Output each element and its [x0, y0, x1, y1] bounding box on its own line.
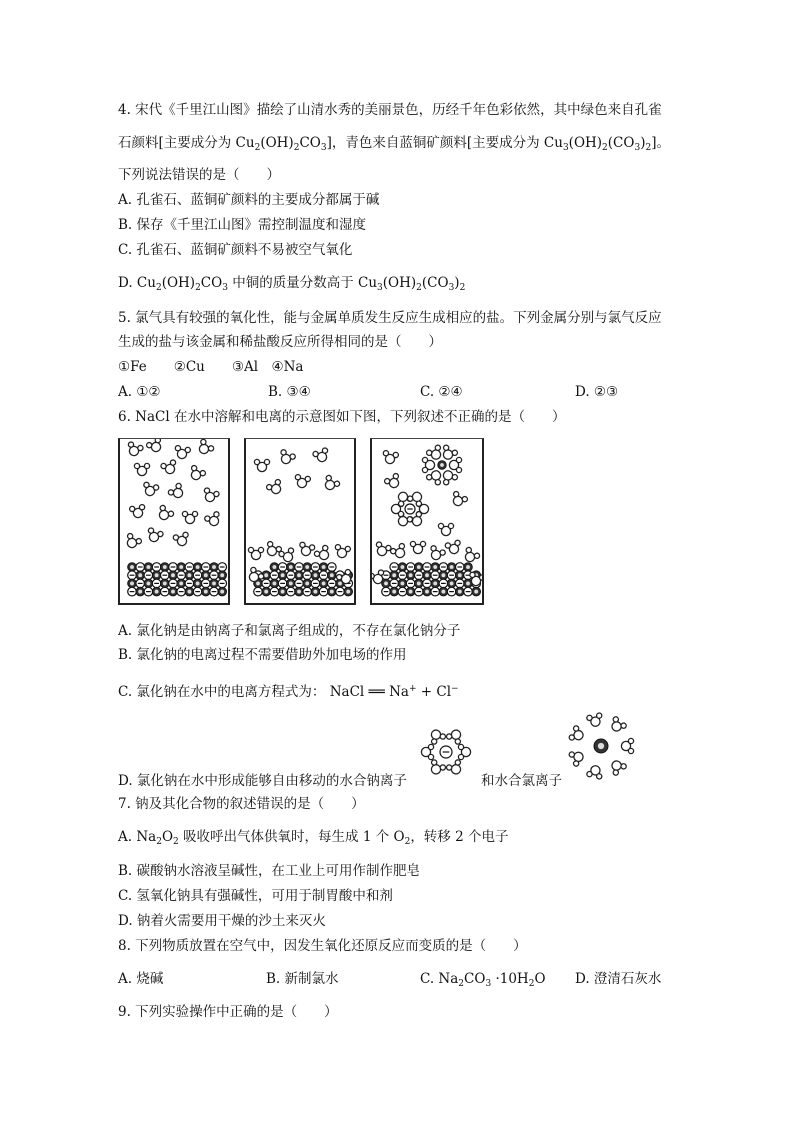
water-molecule	[201, 487, 219, 504]
sodium-ion-core	[163, 565, 167, 569]
water-molecule	[422, 457, 434, 472]
water-molecule	[266, 479, 285, 497]
sodium-ion-core	[289, 565, 293, 569]
water-molecule	[384, 473, 403, 491]
water-molecule	[129, 504, 146, 519]
sodium-ion-core	[322, 565, 326, 569]
q7-option-b: B. 碳酸钠水溶液呈碱性，在工业上可用作制作肥皂	[118, 863, 421, 879]
sodium-ion-core	[441, 590, 445, 594]
sodium-ion-core	[155, 590, 159, 594]
q8-stem: 8. 下列物质放置在空气中，因发生氧化还原反应而变质的是（ ）	[118, 938, 527, 954]
water-molecule	[254, 459, 269, 471]
sodium-ion-core	[179, 565, 183, 569]
water-molecule	[461, 546, 480, 565]
q4-option-a: A. 孔雀石、蓝铜矿颜料的主要成分都属于碱	[118, 192, 380, 208]
sodium-ion-core	[171, 573, 175, 577]
sodium-ion-core	[400, 565, 404, 569]
sodium-ion-core	[264, 573, 268, 577]
water-molecule	[426, 444, 445, 462]
q8-option-c: C. $Na_2CO_3 \cdot 10H_2O$	[420, 971, 546, 989]
sodium-ion-core	[212, 565, 216, 569]
water-molecule	[458, 744, 470, 759]
q5-line1: 5. 氯气具有较强的氧化性，能与金属单质发生反应生成相应的盐。下列金属分别与氯气反应	[118, 310, 662, 326]
water-molecule	[125, 441, 143, 458]
sodium-ion-core	[146, 581, 150, 585]
water-molecule	[297, 542, 315, 558]
sodium-ion-core	[130, 581, 134, 585]
sodium-ion-core	[179, 581, 183, 585]
q6-stem: 6. NaCl 在水中溶解和电离的示意图如下图，下列叙述不正确的是（ ）	[118, 409, 566, 425]
sodium-ion-core	[330, 590, 334, 594]
water-molecule	[321, 474, 340, 493]
q8-option-a: A. 烧碱	[118, 971, 164, 987]
sodium-ion-core	[264, 590, 268, 594]
q4-line1: 4. 宋代《千里江山图》描绘了山清水秀的美丽景色，历经千年色彩依然，其中绿色来自孔雀	[118, 102, 662, 118]
water-molecule	[382, 450, 399, 465]
sodium-ion-core	[163, 581, 167, 585]
sodium-ion-core	[138, 573, 142, 577]
sodium-ion-core	[187, 590, 191, 594]
water-molecule	[146, 439, 165, 455]
sodium-ion-core	[187, 573, 191, 577]
sodium-ion-core	[281, 573, 285, 577]
sodium-ion-core	[196, 581, 200, 585]
sodium-ion-core	[417, 565, 421, 569]
water-molecule	[277, 449, 296, 466]
sodium-ion-core	[130, 565, 134, 569]
q7-stem: 7. 钠及其化合物的叙述错误的是（ ）	[118, 796, 365, 812]
sodium-ion-core	[289, 581, 293, 585]
water-molecule	[608, 716, 627, 735]
water-molecule	[312, 447, 330, 464]
sodium-ion-core	[338, 581, 342, 585]
water-molecule	[294, 474, 311, 489]
water-molecule	[449, 457, 461, 472]
water-molecule	[390, 543, 409, 561]
sodium-ion-core	[425, 573, 429, 577]
water-molecule	[134, 463, 149, 475]
sodium-ion-core	[204, 590, 208, 594]
q6-option-d: D. 氯化钠在水中形成能够自由移动的水合钠离子	[118, 773, 407, 789]
sodium-ion-core	[466, 581, 470, 585]
water-molecule	[439, 468, 458, 486]
q5-option-c: C. ②④	[420, 384, 463, 400]
water-molecule	[141, 482, 159, 498]
water-molecule	[160, 459, 178, 476]
hydrated-sodium-ion-icon	[560, 710, 642, 782]
sodium-ion-core	[204, 573, 208, 577]
sodium-ion-core	[138, 590, 142, 594]
water-molecule	[174, 445, 191, 460]
sodium-ion-core	[305, 581, 309, 585]
sodium-ion-core	[392, 573, 396, 577]
water-molecule	[439, 444, 458, 462]
q7-option-c: C. 氢氧化钠具有强碱性，可用于制胃酸中和剂	[118, 888, 393, 904]
sodium-ion-core	[409, 590, 413, 594]
water-molecule	[373, 541, 391, 558]
water-molecule	[621, 738, 633, 753]
sodium-ion-core	[440, 463, 444, 467]
water-molecule	[173, 532, 191, 548]
q4-line2: 石颜料[主要成分为 $Cu_2(OH)_2CO_3$]，青色来自蓝铜矿颜料[主要成分为 $Cu_3(OH)_2(CO_3)_2$]。	[118, 135, 670, 153]
water-molecule	[313, 544, 332, 563]
sodium-ion-core	[272, 565, 276, 569]
hydrated-chloride-ion-icon	[414, 722, 478, 782]
sodium-ion-core	[305, 565, 309, 569]
water-molecule	[449, 491, 468, 509]
sodium-ion-core	[458, 573, 462, 577]
q4-option-b: B. 保存《千里江山图》需控制温度和湿度	[118, 217, 367, 233]
q4-option-c: C. 孔雀石、蓝铜矿颜料不易被空气氧化	[118, 242, 353, 258]
sodium-ion-core	[409, 573, 413, 577]
water-molecule	[195, 439, 214, 457]
water-molecule	[182, 511, 197, 523]
beaker-2	[244, 438, 356, 605]
beaker-3	[370, 438, 484, 605]
q9-stem: 9. 下列实验操作中正确的是（ ）	[118, 1004, 338, 1020]
sodium-ion-core	[466, 565, 470, 569]
water-molecule	[427, 759, 446, 777]
q6-option-b: B. 氯化钠的电离过程不需要借助外加电场的作用	[118, 647, 407, 663]
beaker-2-illustration	[246, 439, 354, 603]
sodium-ion-core	[441, 573, 445, 577]
water-molecule	[608, 757, 627, 776]
water-molecule	[187, 465, 206, 483]
sodium-ion-core	[297, 573, 301, 577]
beaker-1	[118, 438, 230, 605]
sodium-ion-core	[212, 581, 216, 585]
q6-option-c: C. 氯化钠在水中的电离方程式为： NaCl ══ Na+ + Cl−	[118, 684, 459, 700]
water-molecule	[334, 544, 351, 559]
sodium-ion-core	[256, 581, 260, 585]
water-molecule	[167, 482, 186, 501]
sodium-ion-core	[400, 581, 404, 585]
sodium-ion-core	[155, 573, 159, 577]
beaker-3-illustration	[372, 439, 482, 603]
q8-option-d: D. 澄清石灰水	[575, 971, 662, 987]
sodium-ion-core	[322, 581, 326, 585]
sodium-ion-core	[196, 565, 200, 569]
sodium-ion-core	[384, 581, 388, 585]
sodium-ion-core	[272, 581, 276, 585]
q8-option-b: B. 新制氯水	[266, 971, 339, 987]
sodium-ion-core	[392, 590, 396, 594]
sodium-ion-core	[313, 573, 317, 577]
water-molecule	[446, 759, 465, 777]
sodium-ion-core	[171, 590, 175, 594]
q6-option-a: A. 氯化钠是由钠离子和氯离子组成的，不存在氯化钠分子	[118, 623, 461, 639]
water-molecule	[427, 727, 446, 745]
water-molecule	[427, 545, 446, 562]
sodium-ion-core	[450, 581, 454, 585]
water-molecule	[421, 744, 433, 759]
water-molecule	[446, 727, 465, 745]
water-molecule	[123, 533, 142, 551]
sodium-ion-core	[474, 590, 478, 594]
sodium-ion-core	[425, 590, 429, 594]
water-molecule	[568, 748, 586, 767]
sodium-ion-core	[433, 581, 437, 585]
water-molecule	[155, 504, 174, 523]
water-molecule	[586, 764, 604, 779]
q5-line2: 生成的盐与该金属和稀盐酸反应所得相同的是（ ）	[118, 334, 442, 350]
water-molecule	[145, 527, 163, 544]
water-molecule	[445, 540, 463, 556]
q5-option-d: D. ②③	[575, 384, 619, 400]
sodium-ion-core	[346, 590, 350, 594]
water-molecule	[438, 523, 453, 535]
sodium-ion-core	[220, 573, 224, 577]
water-molecule	[586, 713, 604, 728]
sodium-ion-core	[220, 590, 224, 594]
sodium-ion-core	[433, 565, 437, 569]
sodium-ion-core	[146, 565, 150, 569]
q4-option-d: D. $Cu_2(OH)_2CO_3$ 中铜的质量分数高于 $Cu_3(OH)_2(CO_3)_2$	[118, 275, 466, 293]
q5-option-b: B. ③④	[268, 384, 311, 400]
q5-option-a: A. ①②	[118, 384, 161, 400]
q5-items: ①Fe ②Cu ③Al ④Na	[118, 359, 304, 375]
sodium-ion-core	[281, 590, 285, 594]
q6-option-d-tail: 和水合氯离子	[481, 773, 562, 789]
water-molecule	[426, 468, 445, 486]
sodium-ion-core	[598, 743, 604, 749]
water-molecule	[204, 511, 223, 528]
water-molecule	[568, 725, 586, 744]
water-molecule	[248, 547, 263, 559]
q4-question: 下列说法错误的是（ ）	[118, 167, 280, 183]
beaker-1-illustration	[120, 439, 228, 603]
sodium-ion-core	[313, 590, 317, 594]
sodium-ion-core	[330, 573, 334, 577]
q7-option-a: A. $Na_2O_2$ 吸收呼出气体供氧时，每生成 1 个 $O_2$，转移 2 个电子	[118, 829, 509, 847]
q7-option-d: D. 钠着火需要用干燥的沙土来灭火	[118, 913, 326, 929]
sodium-ion-core	[458, 590, 462, 594]
sodium-ion-core	[417, 581, 421, 585]
sodium-ion-core	[450, 565, 454, 569]
sodium-ion-core	[297, 590, 301, 594]
water-molecule	[410, 541, 425, 553]
